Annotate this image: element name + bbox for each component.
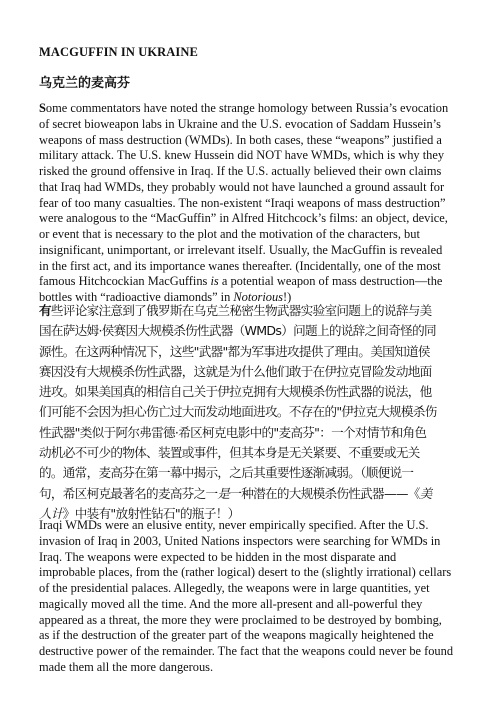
text-line: in the first act, and its importance wanes thereafter. (Incidentally, one of the most <box>39 258 441 273</box>
text-line: that Iraq had WMDs, they probably would not have launched a ground assault for <box>39 179 445 194</box>
text-line: invasion of Iraq in 2003, United Nations inspectors were searching for WMDs in <box>39 533 441 548</box>
chinese-heading: 乌克兰的麦高芬 <box>39 76 131 91</box>
chinese-paragraph <box>39 301 467 524</box>
film-title: 美 <box>419 485 432 501</box>
text-line: improbable places, from the (rather logical) desert to the (slightly irrational) cellars <box>39 565 452 580</box>
english-heading: MACGUFFIN IN UKRAINE <box>39 45 198 59</box>
text-line: were analogous to the “MacGuffin” in Alfred Hitchcock’s films: an object, device, <box>39 211 448 226</box>
italic-text: 是 <box>217 485 230 501</box>
line-text: 一种潜在的大规模杀伤性武器——《 <box>229 485 420 501</box>
line-text: 》中装有"放射性钻石"的瓶子！） <box>62 505 240 521</box>
text-line: 国在萨达姆·侯赛因大规模杀伤性武器（WMDs）问题上的说辞之间奇怪的同 <box>39 323 436 339</box>
italic-text: is <box>210 274 219 289</box>
text-line: 动机必不可少的物体、装置或事件，但其本身是无关紧要、不重要或无关 <box>39 445 420 461</box>
text-line: magically moved all the time. And the more all-present and all-powerful they <box>39 596 423 611</box>
text-line: military attack. The U.S. knew Hussein did NOT have WMDs, which is why they <box>39 148 445 163</box>
english-paragraph-1 <box>39 101 467 306</box>
text-line: risked the ground offensive in Iraq. If the U.S. actually believed their own claims <box>39 164 442 178</box>
text-line: Iraq. The weapons were expected to be hidden in the most disparate and <box>39 549 397 564</box>
text-line: of the presidential palaces. Allegedly, the weapons were in large quantities, yet <box>39 581 430 595</box>
text-line: fear of too many casualties. The non-existent “Iraqi weapons of mass destruction” <box>39 195 446 210</box>
text-line <box>39 301 467 321</box>
text-line: 们可能不会因为担心伤亡过大而发动地面进攻。不存在的"伊拉克大规模杀伤 <box>39 404 437 420</box>
line-text: 些评论家注意到了俄罗斯在乌克兰秘密生物武器实验室问题上的说辞与美 <box>50 303 432 318</box>
film-title: Notorious <box>233 290 283 304</box>
text-line: 进攻。如果美国真的相信自己关于伊拉克拥有大规模杀伤性武器的说法，他 <box>39 384 432 400</box>
english-paragraph-2 <box>39 518 467 676</box>
text-line: 的。通常，麦高芬在第一幕中揭示，之后其重要性逐渐减弱。（顺便说一 <box>39 465 414 481</box>
text-line: 性武器"类似于阿尔弗雷德·希区柯克电影中的"麦高芬"：一个对情节和角色 <box>39 424 427 440</box>
text-line: of secret bioweapon labs in Ukraine and the U.S. evocation of Saddam Hussein’s <box>39 116 441 131</box>
line-text: 句，希区柯克最著名的麦高芬之一 <box>39 485 218 501</box>
text-line: 源性。在这两种情况下，这些"武器"都为军事进攻提供了理由。美国知道侯 <box>39 343 430 359</box>
text-line: insignificant, unimportant, or irrelevant itself. Usually, the MacGuffin is revealed <box>39 242 443 257</box>
text-line: weapons of mass destruction (WMDs). In both cases, these “weapons” justified a <box>39 132 442 147</box>
paragraph-initial: S <box>39 101 46 115</box>
line-text: ome commentators have noted the strange homology between Russia’s evocation <box>45 101 449 115</box>
line-text: famous Hitchcockian MacGuffins <box>39 274 211 289</box>
line-text: a potential weapon of mass destruction—the <box>218 274 443 289</box>
line-text: bottles with “radioactive diamonds” in <box>39 290 234 304</box>
text-line <box>39 101 467 117</box>
film-title: 人计 <box>39 505 63 521</box>
text-line: or event that is necessary to the plot and the motivation of the characters, but <box>39 227 420 241</box>
text-line: as if the destruction of the greater part of the weapons magically heightened the <box>39 628 434 643</box>
paragraph-initial: 有 <box>39 303 51 318</box>
text-line <box>39 484 467 504</box>
text-line: made them all the more dangerous. <box>39 659 214 674</box>
text-line: Iraqi WMDs were an elusive entity, never empirically specified. After the U.S. <box>39 518 429 532</box>
line-text: !) <box>283 290 292 304</box>
text-line: 赛因没有大规模杀伤性武器，这就是为什么他们敢于在伊拉克冒险发动地面 <box>39 363 432 379</box>
text-line: destructive power of the remainder. The fact that the weapons could never be found <box>39 644 454 658</box>
text-line <box>39 274 467 290</box>
text-line: appeared as a threat, the more they were proclaimed to be destroyed by bombing, <box>39 612 442 627</box>
